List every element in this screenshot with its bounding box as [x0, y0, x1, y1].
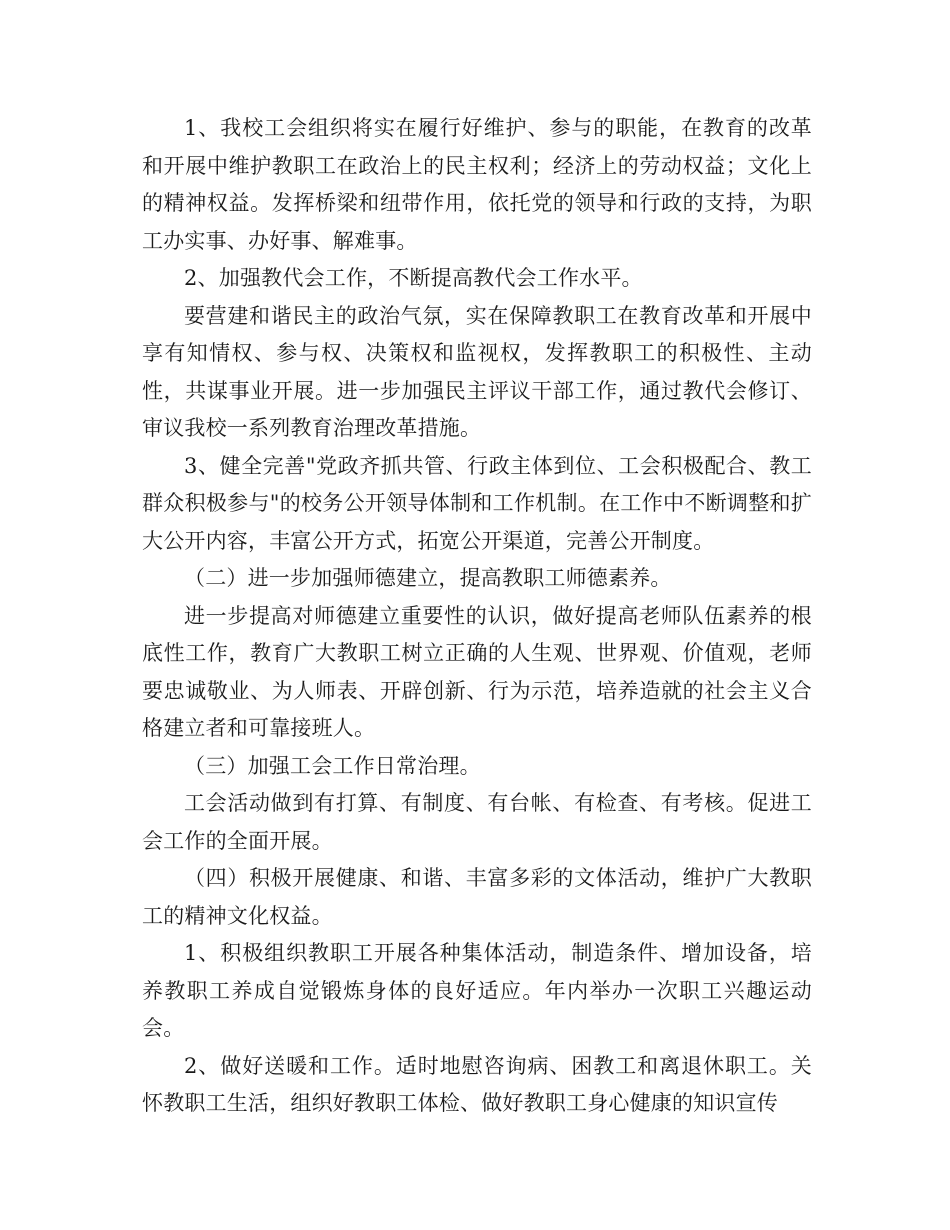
paragraph-school-affairs: 3、健全完善"党政齐抓共管、行政主体到位、工会积极配合、教工群众积极参与"的校务公开领导体制和工作机制。在工作中不断调整和扩大公开内容，丰富公开方式，拓宽公开渠道，完善公开制度。	[142, 453, 812, 553]
section-heading-activities: （四）积极开展健康、和谐、丰富多彩的文体活动，维护广大教职工的精神文化权益。	[142, 866, 812, 928]
section-heading-management: （三）加强工会工作日常治理。	[184, 753, 481, 778]
paragraph-democracy: 要营建和谐民主的政治气氛，实在保障教职工在教育改革和开展中享有知情权、参与权、决策权和监视权，发挥教职工的积极性、主动性，共谋事业开展。进一步加强民主评议干部工作，通过教代会修订、审议我校一系列教育治理改革措施。	[142, 303, 812, 440]
paragraph-congress-heading: 2、加强教代会工作，不断提高教代会工作水平。	[184, 266, 643, 290]
paragraph-care: 2、做好送暖和工作。适时地慰咨询病、困教工和离退休职工。关怀教职工生活，组织好教职工体检、做好教职工身心健康的知识宣传	[142, 1053, 812, 1115]
paragraph-union-duties: 1、我校工会组织将实在履行好维护、参与的职能，在教育的改革和开展中维护教职工在政治上的民主权利；经济上的劳动权益；文化上的精神权益。发挥桥梁和纽带作用，依托党的领导和行政的支持，为职工办实事、办好事、解难事。	[142, 116, 812, 253]
document-body	[142, 110, 812, 1123]
paragraph-sports: 1、积极组织教职工开展各种集体活动，制造条件、增加设备，培养教职工养成自觉锻炼身体的良好适应。年内举办一次职工兴趣运动会。	[142, 941, 812, 1040]
paragraph-ethics: 进一步提高对师德建立重要性的认识，做好提高老师队伍素养的根底性工作，教育广大教职工树立正确的人生观、世界观、价值观，老师要忠诚敬业、为人师表、开辟创新、行为示范，培养造就的社会主义合格建立者和可靠接班人。	[142, 603, 812, 740]
paragraph-management: 工会活动做到有打算、有制度、有台帐、有检查、有考核。促进工会工作的全面开展。	[142, 791, 812, 853]
section-heading-ethics: （二）进一步加强师德建立，提高教职工师德素养。	[184, 566, 672, 590]
